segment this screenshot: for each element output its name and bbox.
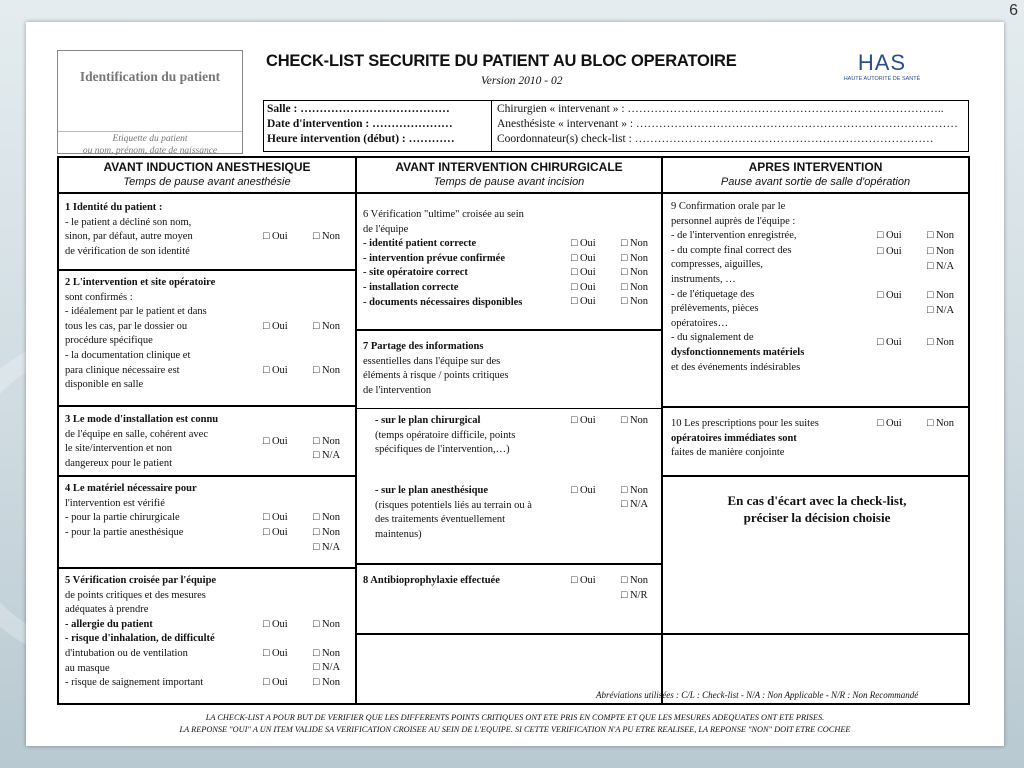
rule-c1-3 [59,475,355,477]
item-6c-non[interactable]: □ Non [621,267,649,278]
item-7 [363,340,573,398]
rule-c3-1 [663,406,968,408]
item-3-line: le site/intervention et non [65,443,173,455]
item-5-line: 5 Vérification croisée par l'équipe [65,575,217,586]
rule-c1-2 [59,405,355,407]
item-6 [363,208,573,310]
has-logo [832,50,932,94]
item-1-oui[interactable]: □ Oui [263,231,288,242]
item-5-line: d'intubation ou de ventilation [65,647,188,659]
item-1 [65,201,265,259]
item-5-line: de points critiques et des mesures [65,589,206,601]
item-3-oui[interactable]: □ Oui [263,436,288,447]
item-4a-oui[interactable]: □ Oui [263,512,288,523]
item-7-line: 7 Partage des informations [363,341,484,352]
item-9-line: instruments, … [671,273,736,285]
item-9-line: prélèvements, pièces [671,303,759,315]
item-2a-non[interactable]: □ Non [313,321,341,332]
item-9d-non[interactable]: □ Non [927,337,955,348]
item-10-oui[interactable]: □ Oui [877,418,902,429]
item-9-line: - du compte final correct des [671,244,792,256]
header-rule [59,192,968,194]
item-9-line: compresses, aiguilles, [671,259,763,271]
item-3-line: de l'équipe en salle, cohérent avec [65,428,208,440]
item-6a-non[interactable]: □ Non [621,238,649,249]
item-9d-oui[interactable]: □ Oui [877,337,902,348]
item-4-line: - pour la partie chirurgicale [65,512,180,524]
intervention-info-box [263,100,969,152]
chirurgien-field: Chirurgien « intervenant » : ……………………………………………………………………….. [497,103,944,115]
item-9-line: personnel auprès de l'équipe : [671,215,796,227]
item-3 [65,413,265,471]
rule-c1-1 [59,269,355,271]
item-7a-line: spécifiques de l'intervention,…) [375,444,510,456]
rule-c2-1b [357,408,661,409]
column-title-1: AVANT INDUCTION ANESTHESIQUE [103,160,311,174]
item-8-oui[interactable]: □ Oui [571,575,596,586]
identification-sub2: ou nom, prénom, date de naissance [82,146,218,156]
page-number: 6 [1009,2,1018,19]
item-9-line: dysfonctionnements matériels [671,346,805,358]
item-6b-oui[interactable]: □ Oui [571,253,596,264]
item-5-line: - allergie du patient [65,618,153,630]
abbreviations-note: Abréviations utilisées : C/L : Check-list - N/A : Non Applicable - N/R : Non Recommandé [596,690,919,700]
item-9c-oui[interactable]: □ Oui [877,290,902,301]
item-5 [65,574,265,691]
item-1-line: de vérification de son identité [65,245,190,257]
item-7b-line: des traitements éventuellement [375,514,506,526]
item-6a-oui[interactable]: □ Oui [571,238,596,249]
has-logo-subtitle: HAUTE AUTORITÉ DE SANTÉ [843,76,921,82]
item-7-line: éléments à risque / points critiques [363,370,509,382]
item-4b-oui[interactable]: □ Oui [263,527,288,538]
item-2-line: 2 L'intervention et site opératoire [65,277,216,288]
item-2-line: - idéalement par le patient et dans [65,306,207,318]
item-2-line: procédure spécifique [65,335,153,347]
item-6d-oui[interactable]: □ Oui [571,282,596,293]
item-9-line: opératoires… [671,317,729,329]
item-3-line: dangereux pour le patient [65,457,172,469]
column-title-3: APRES INTERVENTION [748,160,883,174]
item-5a-non[interactable]: □ Non [313,619,341,630]
item-6b-non[interactable]: □ Non [621,253,649,264]
item-5-line: au masque [65,662,110,674]
item-6-line: - documents nécessaires disponibles [363,296,523,308]
item-8: 8 Antibioprophylaxie effectuée [363,575,500,586]
item-7b-na[interactable]: □ N/A [621,499,649,510]
footer-line-2: LA REPONSE "OUI" A UN ITEM VALIDE SA VERIFICATION CROISEE AU SEIN DE L'EQUIPE. SI CETTE VERIFICATION N'A PU ETRE REALISEE, LA REPONSE "NON" DOIT ETRE COCHEE [179,725,851,734]
item-7b [375,484,575,542]
item-9 [671,200,881,375]
rule-c2-2 [357,563,661,565]
identification-divider [58,131,242,132]
ecart-line-1: En cas d'écart avec la check-list, [727,493,907,508]
item-4 [65,482,265,540]
ecart-notice [666,492,968,526]
item-9-line: - de l'intervention enregistrée, [671,230,797,242]
date-field: Date d'intervention : ………………… [267,118,453,130]
item-10 [671,417,881,461]
rule-c2-3 [357,633,968,635]
column-header-2 [357,160,661,189]
item-4b-non[interactable]: □ Non [313,527,341,538]
item-6d-non[interactable]: □ Non [621,282,649,293]
item-5c-oui[interactable]: □ Oui [263,677,288,688]
document-title: CHECK-LIST SECURITE DU PATIENT AU BLOC OPERATOIRE [266,52,737,70]
item-2-line: sont confirmés : [65,291,133,303]
rule-c2-1 [357,329,661,331]
patient-identification-box [57,50,243,154]
item-7a-line: - sur le plan chirurgical [375,415,481,426]
item-5c-non[interactable]: □ Non [313,677,341,688]
item-7-line: de l'intervention [363,384,432,396]
item-7b-oui[interactable]: □ Oui [571,485,596,496]
item-9c-non[interactable]: □ Non [927,290,955,301]
item-5-line: adéquates à prendre [65,604,149,616]
salle-field: Salle : ………………………………… [267,103,450,115]
document-version: Version 2010 - 02 [481,75,563,87]
item-3-na[interactable]: □ N/A [313,450,341,461]
item-5b-oui[interactable]: □ Oui [263,648,288,659]
item-2-line: tous les cas, par le dossier ou [65,320,188,332]
item-6c-oui[interactable]: □ Oui [571,267,596,278]
column-header-3 [663,160,968,189]
item-8-nr[interactable]: □ N/R [621,590,648,601]
item-1-line: sinon, par défaut, autre moyen [65,231,193,243]
ecart-line-2: préciser la décision choisie [743,510,891,525]
item-7b-non[interactable]: □ Non [621,485,649,496]
checklist-sheet [26,22,1004,746]
item-4-line: 4 Le matériel nécessaire pour [65,483,197,494]
coordonnateur-field: Coordonnateur(s) check-list : …………………………………………………………………… [497,133,934,145]
item-7b-line: - sur le plan anesthésique [375,485,488,496]
column-subtitle-2: Temps de pause avant incision [433,176,585,188]
item-10-line: 10 Les prescriptions pour les suites [671,418,819,429]
item-9b-oui[interactable]: □ Oui [877,246,902,257]
item-8-non[interactable]: □ Non [621,575,649,586]
item-7a-non[interactable]: □ Non [621,415,649,426]
item-2b-oui[interactable]: □ Oui [263,365,288,376]
item-1-line: - le patient a décliné son nom, [65,216,192,228]
column-subtitle-3: Pause avant sortie de salle d'opération [720,176,911,188]
checklist-grid [57,156,970,705]
item-9-line: - du signalement de [671,332,754,344]
identification-subtitle [58,133,242,157]
item-9a-non[interactable]: □ Non [927,230,955,241]
item-4-line: - pour la partie anesthésique [65,526,184,538]
item-10-non[interactable]: □ Non [927,418,955,429]
item-4a-non[interactable]: □ Non [313,512,341,523]
item-6-line: 6 Vérification "ultime" croisée au sein [363,209,524,220]
item-5a-oui[interactable]: □ Oui [263,619,288,630]
column-title-2: AVANT INTERVENTION CHIRURGICALE [395,160,623,174]
item-9b-non[interactable]: □ Non [927,246,955,257]
identification-title: Identification du patient [79,69,221,84]
item-9-line: 9 Confirmation orale par le [671,201,786,212]
item-7a-line: (temps opératoire difficile, points [375,429,516,441]
item-3-non[interactable]: □ Non [313,436,341,447]
anesthesiste-field: Anesthésiste « intervenant » : ………………………………………………………………………… [497,118,958,130]
item-7b-line: (risques potentiels liés au terrain ou à [375,499,532,511]
item-5b-non[interactable]: □ Non [313,648,341,659]
item-5b-na[interactable]: □ N/A [313,662,341,673]
item-7a [375,414,575,458]
item-2-line: disponible en salle [65,379,144,391]
identification-sub1: Etiquette du patient [112,134,188,144]
item-2a-oui[interactable]: □ Oui [263,321,288,332]
column-divider-1 [355,158,357,703]
footer-line-1: LA CHECK-LIST A POUR BUT DE VERIFIER QUE LES DIFFERENTS POINTS CRITIQUES ONT ETE PRIS EN COMPTE ET QUE LES MESURES ADEQUATES ONT ETE PRISES. [205,713,825,722]
rule-c1-4 [59,567,355,569]
item-4-line: l'intervention est vérifié [65,497,165,509]
item-1-line: 1 Identité du patient : [65,202,163,213]
item-7-line: essentielles dans l'équipe sur des [363,355,501,367]
item-2-line: - la documentation clinique et [65,349,191,361]
item-6e-oui[interactable]: □ Oui [571,296,596,307]
item-6-line: - installation correcte [363,281,459,293]
item-3-line: 3 Le mode d'installation est connu [65,414,219,425]
item-6-line: - intervention prévue confirmée [363,252,506,264]
column-subtitle-1: Temps de pause avant anesthésie [123,176,291,188]
item-4b-na[interactable]: □ N/A [313,542,341,553]
item-9-line: et des événements indésirables [671,361,801,373]
item-9-line: - de l'étiquetage des [671,288,755,300]
item-5-line: - risque de saignement important [65,677,204,689]
item-2 [65,276,265,393]
column-divider-2 [661,158,663,703]
item-9b-na[interactable]: □ N/A [927,261,955,272]
column-header-1 [59,160,355,189]
item-1-non[interactable]: □ Non [313,231,341,242]
item-7a-oui[interactable]: □ Oui [571,415,596,426]
has-logo-mark: HAS [857,50,907,75]
item-2-line: para clinique nécessaire est [65,364,180,376]
item-2b-non[interactable]: □ Non [313,365,341,376]
item-7b-line: maintenus) [375,528,422,540]
item-9c-na[interactable]: □ N/A [927,305,955,316]
info-divider [491,101,492,151]
item-10-line: opératoires immédiates sont [671,432,797,444]
rule-c3-2 [663,475,968,477]
item-6-line: - identité patient correcte [363,238,477,250]
item-9a-oui[interactable]: □ Oui [877,230,902,241]
item-6e-non[interactable]: □ Non [621,296,649,307]
heure-field: Heure intervention (début) : ………… [267,133,455,145]
item-5-line: - risque d'inhalation, de difficulté [65,633,215,645]
item-6-line: - site opératoire correct [363,267,468,279]
item-6-line: de l'équipe [363,223,409,235]
item-10-line: faites de manière conjointe [671,447,785,459]
